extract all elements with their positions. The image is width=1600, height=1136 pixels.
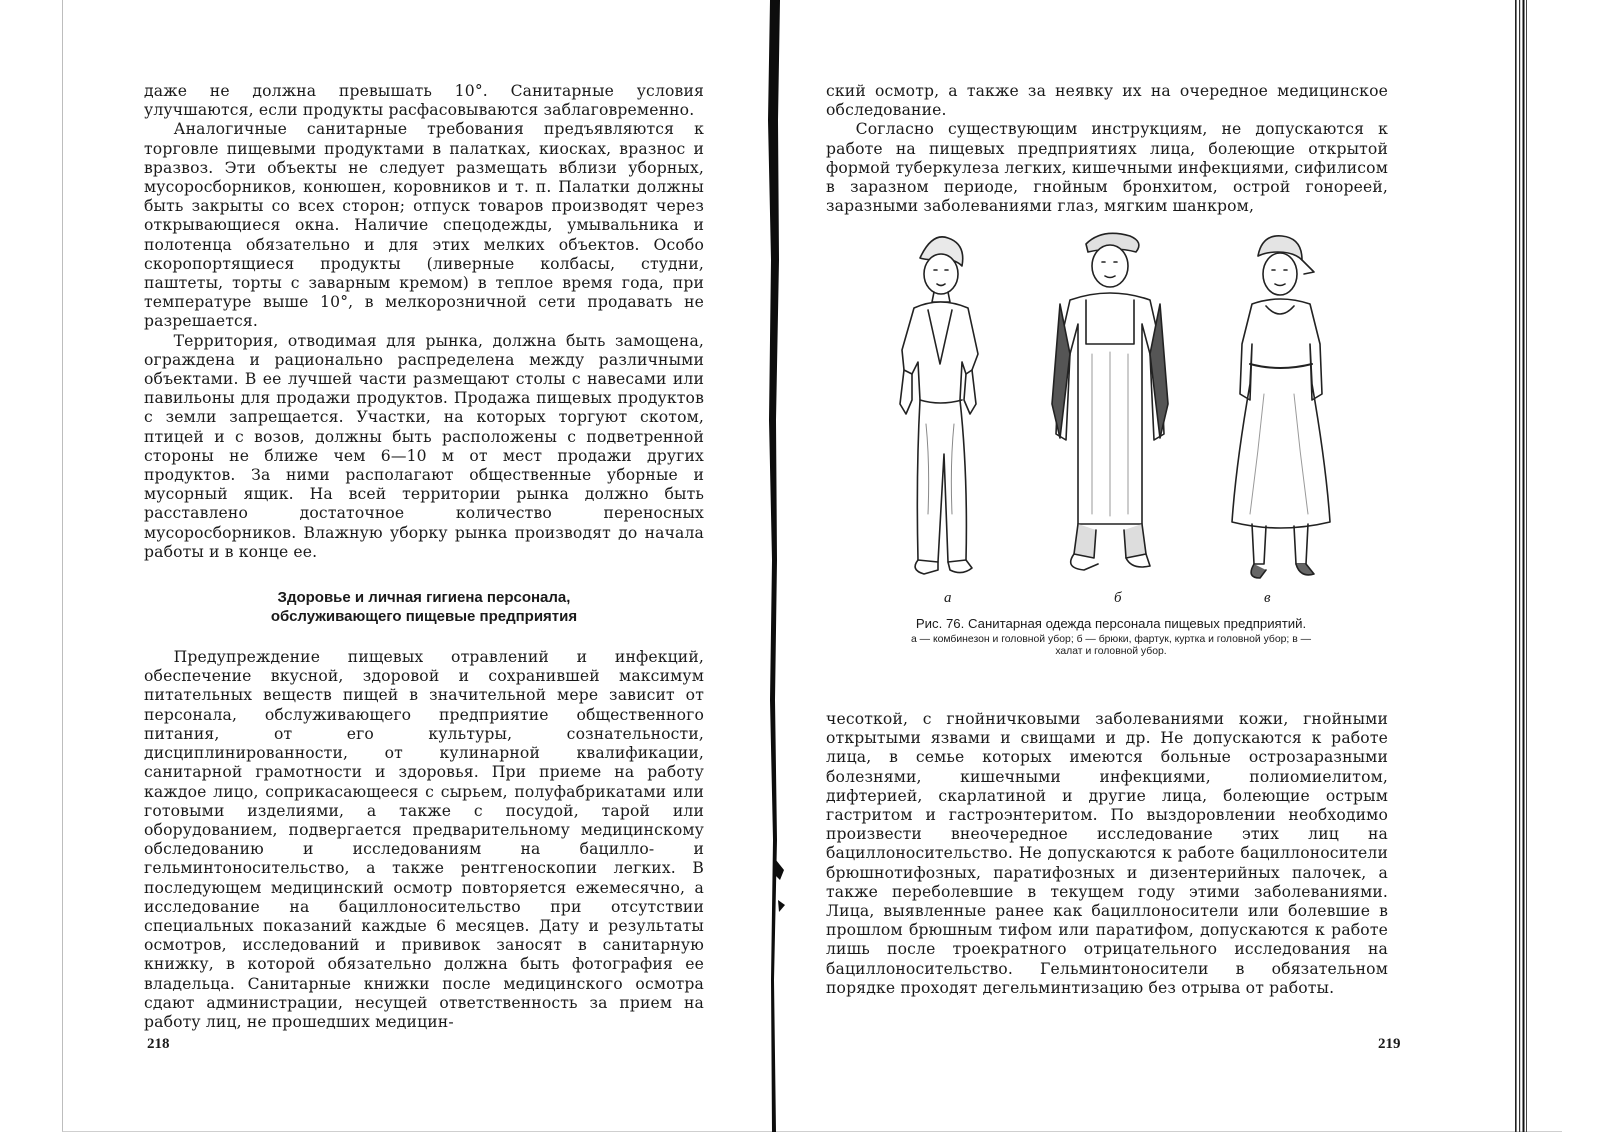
section-heading-line: обслуживающего пищевые предприятия (270, 608, 578, 626)
page-number-left: 218 (147, 1036, 170, 1052)
paragraph: ский осмотр, а также за неявку их на очередное медицинское обследование. (826, 82, 1388, 120)
right-bottom-text (826, 710, 1388, 998)
paragraph: Согласно существующим инструкциям, не допускаются к работе на пищевых предприятиях лица, болеющие открытой формой туберкулеза легких, кишечными инфекциями, сифилисом в заразном периоде, гнойным бронхитом, острой гонореей, заразными заболеваниями глаз, мягким шанкром, (826, 120, 1388, 216)
right-book-edge (1514, 0, 1528, 1132)
figure-caption (896, 616, 1326, 658)
page-number-right: 219 (1378, 1036, 1401, 1052)
figure-uniforms (874, 224, 1344, 608)
right-page (826, 82, 1388, 216)
paragraph: Аналогичные санитарные требования предъявляются к торговле пищевыми продуктами в палатках, киосках, вразнос и вразвоз. Эти объекты не следует размещать вблизи уборных, мусоросборников, конюшен, коровников и т. п. Палатки должны быть закрыты со всех сторон; отпуск товаров производят через открывающиеся окна. Наличие спецодежды, умывальника и полотенца обязательно и для этих мелких объектов. Особо скоропортящиеся продукты (ливерные колбасы, студни, паштеты, торты с заварным кремом) в теплое время года, при температуре выше 10°, в мелкорозничной сети продавать не разрешается. (144, 120, 704, 331)
section-heading (144, 588, 704, 626)
figure-c-robe (1232, 236, 1330, 578)
figure-label-b: б (1114, 590, 1122, 606)
paragraph: Предупреждение пищевых отравлений и инфекций, обеспечение вкусной, здоровой и сохранившей максимум питательных веществ пищей в значительной мере зависит от персонала, обслуживающего предприятие общественного питания, от его культуры, сознательности, дисциплинированности, от кулинарной квалификации, санитарной грамотности и здоровья. При приеме на работу каждое лицо, соприкасающееся с сырьем, полуфабрикатами или готовыми изделиями, а также с посудой, тарой или оборудованием, подвергается предварительному медицинскому обследованию и исследованиям на бацилло- и гельминтоносительство, а также рентгеноскопии легких. В последующем медицинский осмотр повторяется ежемесячно, а исследование на бациллоносительство при отсутствии специальных показаний каждые 6 месяцев. Дату и результаты осмотров, исследований и прививок заносят в санитарную книжку, в которой обязательно должна быть фотография ее владельца. Санитарные книжки после медицинского осмотра сдают администрации, несущей ответственность за прием на работу лиц, не прошедших медицин- (144, 648, 704, 1031)
caption-title: Рис. 76. Санитарная одежда персонала пищевых предприятий. (915, 616, 1307, 631)
figure-label-a: а (944, 590, 952, 606)
book-gutter (764, 0, 786, 1132)
figure-b-apron (1052, 233, 1168, 570)
figure-label-c: в (1264, 590, 1271, 606)
caption-legend: а — комбинезон и головной убор; б — брюки, фартук, куртка и головной убор; в — халат и головной убор. (911, 634, 1311, 657)
paragraph: даже не должна превышать 10°. Санитарные условия улучшаются, если продукты расфасовываются заблаговременно. (144, 82, 704, 120)
paragraph: чесоткой, с гнойничковыми заболеваниями кожи, гнойными открытыми язвами и свищами и др. Не допускаются к работе лица, в семье которых имеются больные острозаразными болезнями, кишечными инфекциями, полиомиелитом, дифтерией, скарлатиной и другие лица, болеющие острым гастритом и гастроэнтеритом. По выздоровлении необходимо произвести внеочередное исследование этих лиц на бациллоносительство. Не допускаются к работе бациллоносители брюшнотифозных, паратифозных и дизентерийных палочек, а также переболевшие в текущем году этими заболеваниями. Лица, выявленные ранее как бациллоносители или болевшие в прошлом брюшным тифом или паратифом, допускаются к работе лишь после троекратного отрицательного исследования на бациллоносительство. Гельминтоносители в обязательном порядке проходят дегельминтизацию без отрыва от работы. (826, 710, 1388, 997)
paragraph: Территория, отводимая для рынка, должна быть замощена, ограждена и рационально распределена между различными объектами. В ее лучшей части размещают столы с навесами или павильоны для продажи продуктов. Продажа пищевых продуктов с земли запрещается. Участки, на которых торгуют скотом, птицей и с возов, должны быть расположены с подветренной стороны не ближе чем 6—10 м от мест продажи других продуктов. За ними располагают общественные уборные и мусорный ящик. На всей территории рынка должно быть расставлено достаточное количество переносных мусоросборников. Влажную уборку рынка производят до начала работы и в конце ее. (144, 331, 704, 561)
left-page (144, 82, 704, 1032)
section-heading-line: Здоровье и личная гигиена персонала, (277, 589, 571, 607)
sanitary-clothing-illustration (874, 224, 1344, 608)
right-top-text (826, 82, 1388, 216)
figure-a-coverall (900, 237, 978, 574)
